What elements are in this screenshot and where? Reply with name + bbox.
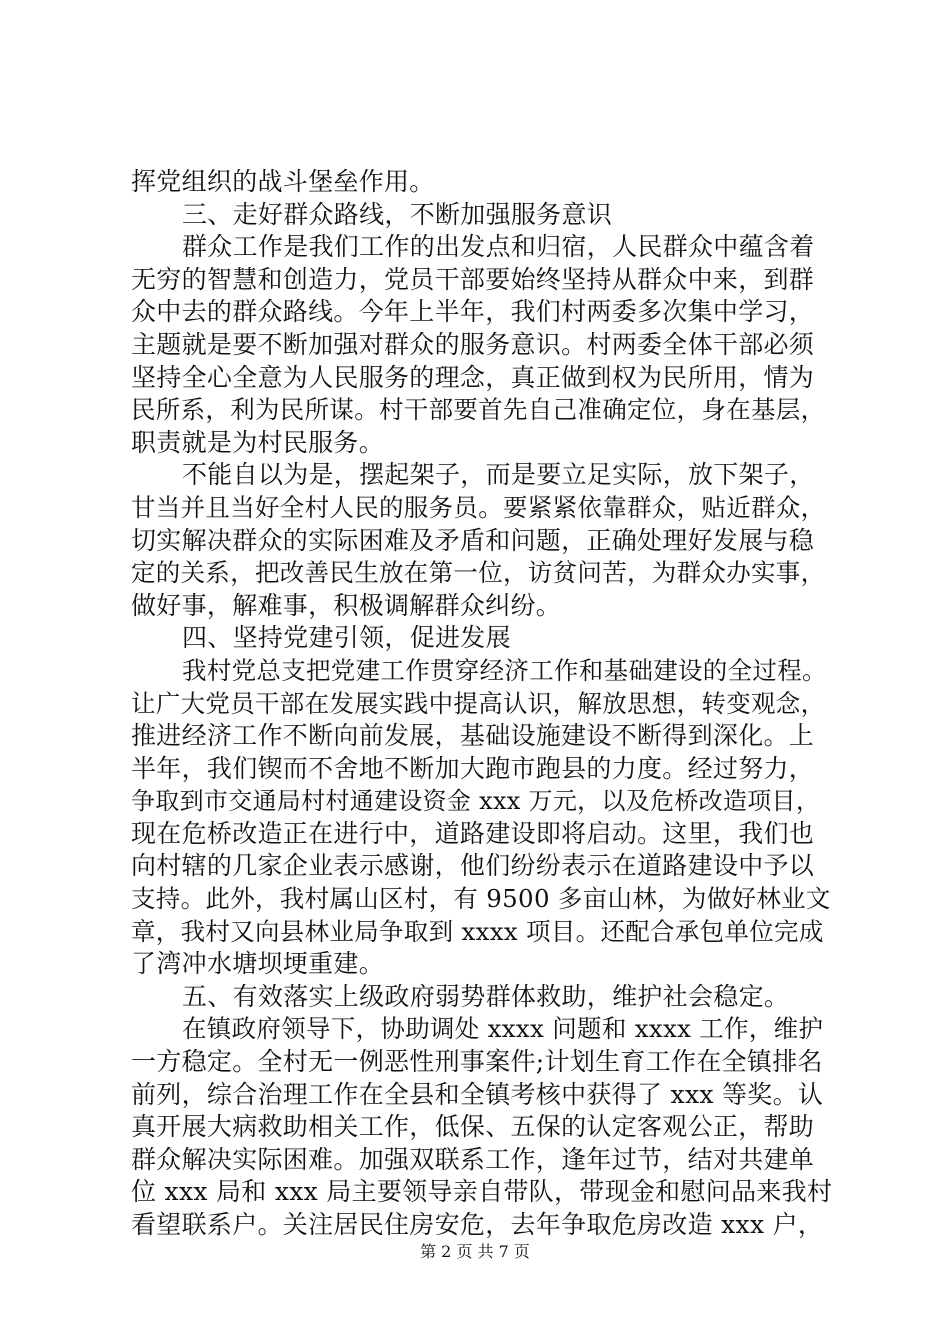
- text-line: 民所系，利为民所谋。村干部要首先自己准确定位，身在基层，: [131, 395, 826, 425]
- text-line: 群众解决实际困难。加强双联系工作，逢年过节，结对共建单: [131, 1144, 815, 1174]
- text-line: 挥党组织的战斗堡垒作用。: [131, 167, 435, 196]
- text-line: 坚持全心全意为人民服务的理念，真正做到权为民所用，情为: [131, 362, 815, 392]
- text-line: 章，我村又向县林业局争取到 xxxx 项目。还配合承包单位完成: [131, 916, 824, 946]
- text-line: 位 xxx 局和 xxx 局主要领导亲自带队，带现金和慰问品来我村: [131, 1177, 833, 1207]
- text-line: 职责就是为村民服务。: [131, 427, 385, 457]
- text-line: 让广大党员干部在发展实践中提高认识，解放思想，转变观念，: [131, 688, 826, 718]
- text-line: 定的关系，把改善民生放在第一位，访贫问苦，为群众办实事，: [131, 558, 826, 588]
- page-footer: 第 2 页 共 7 页: [420, 1242, 530, 1261]
- text-line: 前列，综合治理工作在全县和全镇考核中获得了 xxx 等奖。认: [131, 1079, 824, 1109]
- text-line: 做好事，解难事，积极调解群众纠纷。: [131, 590, 562, 620]
- text-line: 群众工作是我们工作的出发点和归宿，人民群众中蕴含着: [182, 232, 815, 262]
- text-line: 一方稳定。全村无一例恶性刑事案件;计划生育工作在全镇排名: [131, 1047, 823, 1077]
- text-line: 众中去的群众路线。今年上半年，我们村两委多次集中学习，: [131, 297, 815, 327]
- text-line: 我村党总支把党建工作贯穿经济工作和基础建设的全过程。: [182, 655, 827, 685]
- text-line: 现在危桥改造正在进行中，道路建设即将启动。这里，我们也: [131, 818, 815, 848]
- text-line: 向村辖的几家企业表示感谢，他们纷纷表示在道路建设中予以: [131, 851, 815, 881]
- text-line: 争取到市交通局村村通建设资金 xxx 万元，以及危桥改造项目，: [131, 787, 821, 816]
- text-line: 五、有效落实上级政府弱势群体救助，维护社会稳定。: [182, 981, 790, 1011]
- text-line: 真开展大病救助相关工作，低保、五保的认定客观公正，帮助: [131, 1112, 815, 1142]
- text-line: 甘当并且当好全村人民的服务员。要紧紧依靠群众，贴近群众，: [131, 492, 826, 522]
- text-line: 三、走好群众路线，不断加强服务意识: [182, 199, 613, 229]
- text-line: 推进经济工作不断向前发展，基础设施建设不断得到深化。上: [131, 721, 815, 751]
- text-line: 主题就是要不断加强对群众的服务意识。村两委全体干部必须: [131, 329, 815, 359]
- text-line: 不能自以为是，摆起架子，而是要立足实际，放下架子，: [182, 460, 815, 490]
- text-line: 半年，我们锲而不舍地不断加大跑市跑县的力度。经过努力，: [131, 753, 815, 783]
- text-line: 看望联系户。关注居民住房安危，去年争取危房改造 xxx 户，: [131, 1210, 824, 1239]
- text-line: 了湾冲水塘坝埂重建。: [131, 949, 385, 979]
- text-line: 切实解决群众的实际困难及矛盾和问题，正确处理好发展与稳: [131, 525, 815, 555]
- document-body: [131, 166, 831, 1242]
- text-line: 在镇政府领导下，协助调处 xxxx 问题和 xxxx 工作，维护: [182, 1014, 824, 1044]
- text-line: 四、坚持党建引领，促进发展: [182, 623, 511, 653]
- text-line: 支持。此外，我村属山区村，有 9500 多亩山林，为做好林业文: [131, 884, 831, 914]
- text-line: 无穷的智慧和创造力，党员干部要始终坚持从群众中来，到群: [131, 264, 815, 294]
